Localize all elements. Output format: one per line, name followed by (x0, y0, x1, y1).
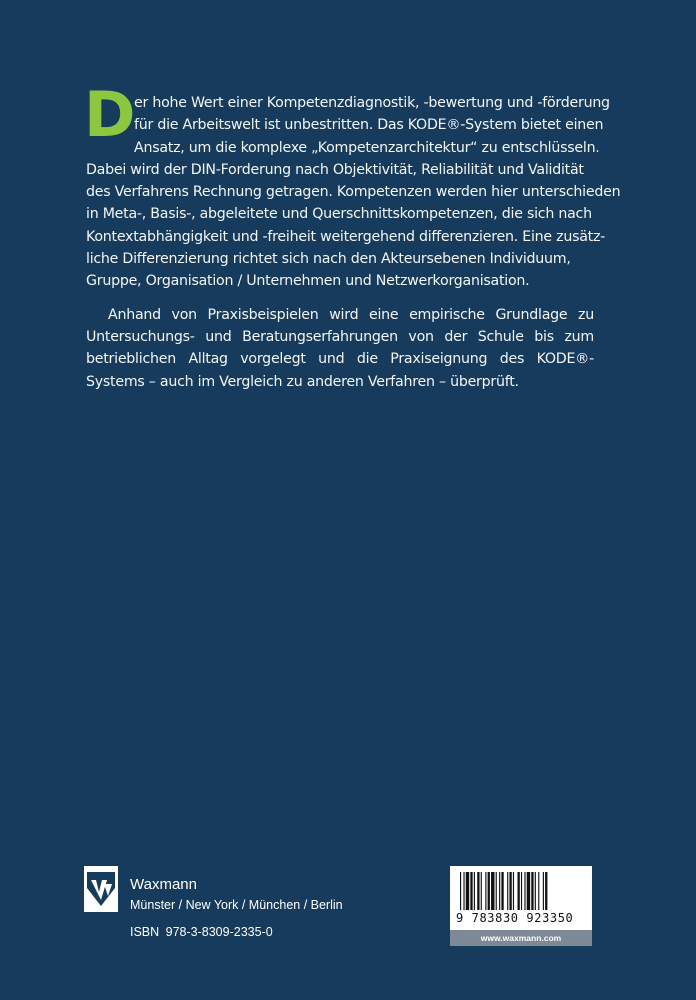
publisher-name: Waxmann (130, 876, 197, 893)
barcode-digits: 9 783830 923350 (456, 911, 574, 925)
text-line: in Meta-, Basis-, abgeleitete und Querschnittskompetenzen, die sich nach (86, 206, 592, 223)
website-url: www.waxmann.com (450, 930, 592, 946)
waxmann-logo-icon (84, 866, 118, 912)
barcode-bars-icon (450, 866, 592, 912)
paragraph-1 (86, 92, 621, 293)
isbn-number: ISBN 978-3-8309-2335-0 (130, 925, 273, 939)
text-line: Ansatz, um die komplexe „Kompetenzarchitektur“ zu entschlüsseln. (134, 139, 600, 156)
text-line: Dabei wird der DIN-Forderung nach Objektivität, Reliabilität und Validität (86, 161, 584, 178)
text-line: Kontextabhängigkeit und -freiheit weitergehend differenzieren. Eine zusätz- (86, 228, 606, 245)
blurb-text (84, 78, 621, 393)
text-line: Gruppe, Organisation / Unternehmen und Netzwerkorganisation. (86, 273, 530, 290)
text-line: er hohe Wert einer Kompetenzdiagnostik, -bewertung und -förderung (134, 95, 610, 111)
text-line: für die Arbeitswelt ist unbestritten. Das KODE®-System bietet einen (134, 117, 604, 134)
text-line: des Verfahrens Rechnung getragen. Kompetenzen werden hier unterschieden (86, 184, 621, 201)
drop-cap: D (84, 78, 136, 151)
paragraph-2: Anhand von Praxisbeispielen wird eine empirische Grundlage zu Untersuchungs- und Beratungserfahrungen von der Schule bis zum betrieblichen Alltag vorgelegt und die Praxiseignung des KODE®-Systems – auch im Vergleich zu anderen Verfahren – überprüft. (86, 306, 594, 390)
publisher-cities: Münster / New York / München / Berlin (130, 898, 343, 912)
text-line: liche Differenzierung richtet sich nach den Akteursebenen Individuum, (86, 251, 571, 268)
